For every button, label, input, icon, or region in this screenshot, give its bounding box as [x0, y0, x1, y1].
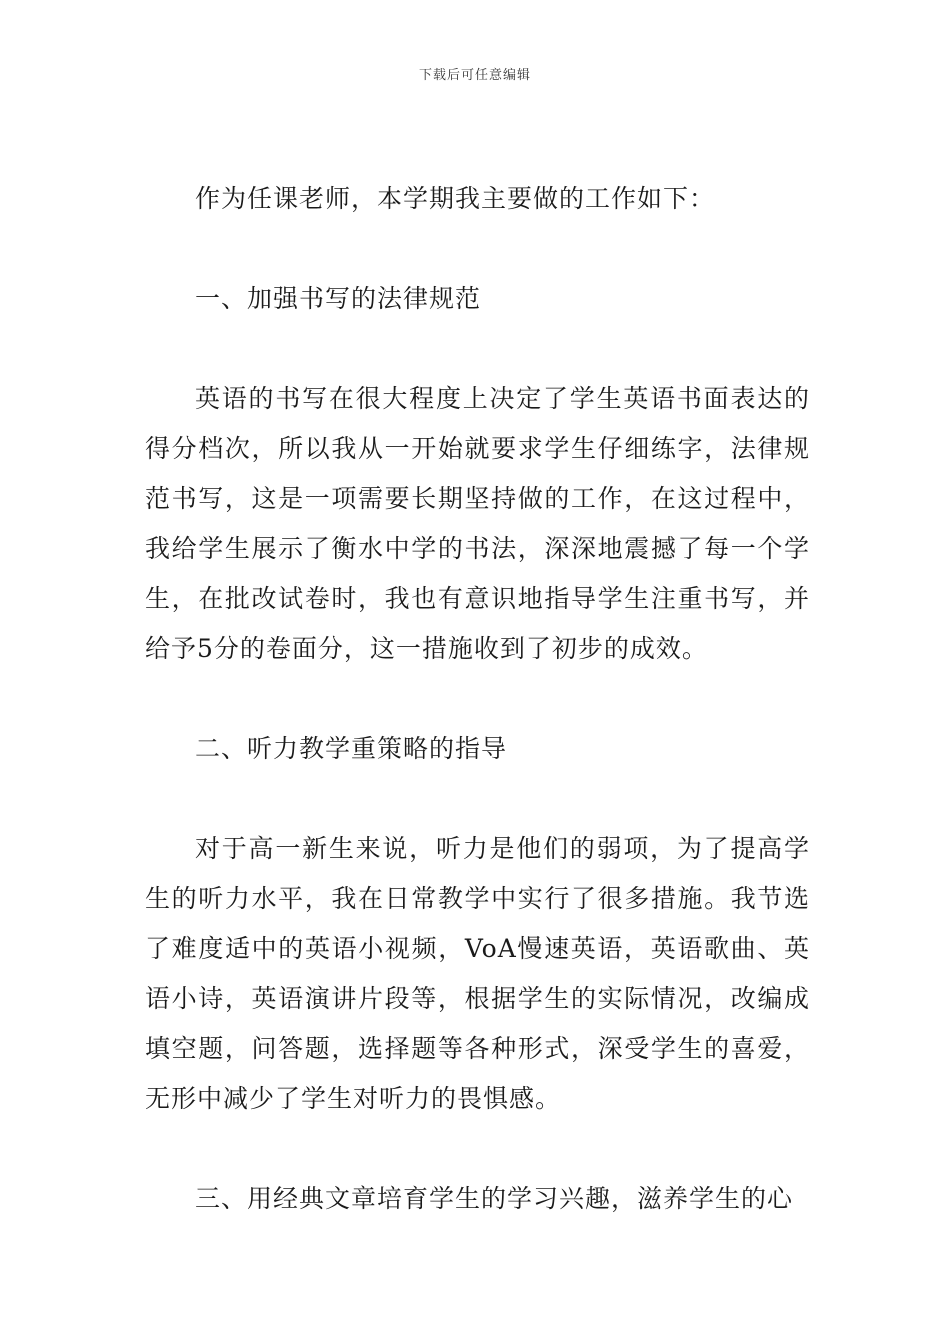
paragraph-gap [145, 674, 810, 724]
paragraph-gap [145, 224, 810, 274]
page-header: 下载后可任意编辑 [418, 68, 531, 83]
paragraph-gap [145, 774, 810, 824]
section-heading-2: 二、听力教学重策略的指导 [195, 734, 508, 763]
section-heading-1: 一、加强书写的法律规范 [195, 284, 482, 313]
section-heading-3: 三、用经典文章培育学生的学习兴趣，滋养学生的心 [195, 1184, 794, 1213]
section-1-paragraph: 英语的书写在很大程度上决定了学生英语书面表达的得分档次，所以我从一开始就要求学生仔细练字，法律规范书写，这是一项需要长期坚持做的工作，在这过程中，我给学生展示了衡水中学的书法，深深地震撼了每一个学生，在批改试卷时，我也有意识地指导学生注重书写，并给予5分的卷面分，这一措施收到了初步的成效。 [145, 384, 810, 663]
document-body [145, 174, 810, 1224]
intro-paragraph: 作为任课老师，本学期我主要做的工作如下： [195, 184, 716, 213]
paragraph-gap [145, 1124, 810, 1174]
paragraph-gap [145, 324, 810, 374]
section-2-paragraph: 对于高一新生来说，听力是他们的弱项，为了提高学生的听力水平，我在日常教学中实行了很多措施。我节选了难度适中的英语小视频，VoA慢速英语，英语歌曲、英语小诗，英语演讲片段等，根据学生的实际情况，改编成填空题，问答题，选择题等各种形式，深受学生的喜爱，无形中减少了学生对听力的畏惧感。 [145, 834, 810, 1113]
